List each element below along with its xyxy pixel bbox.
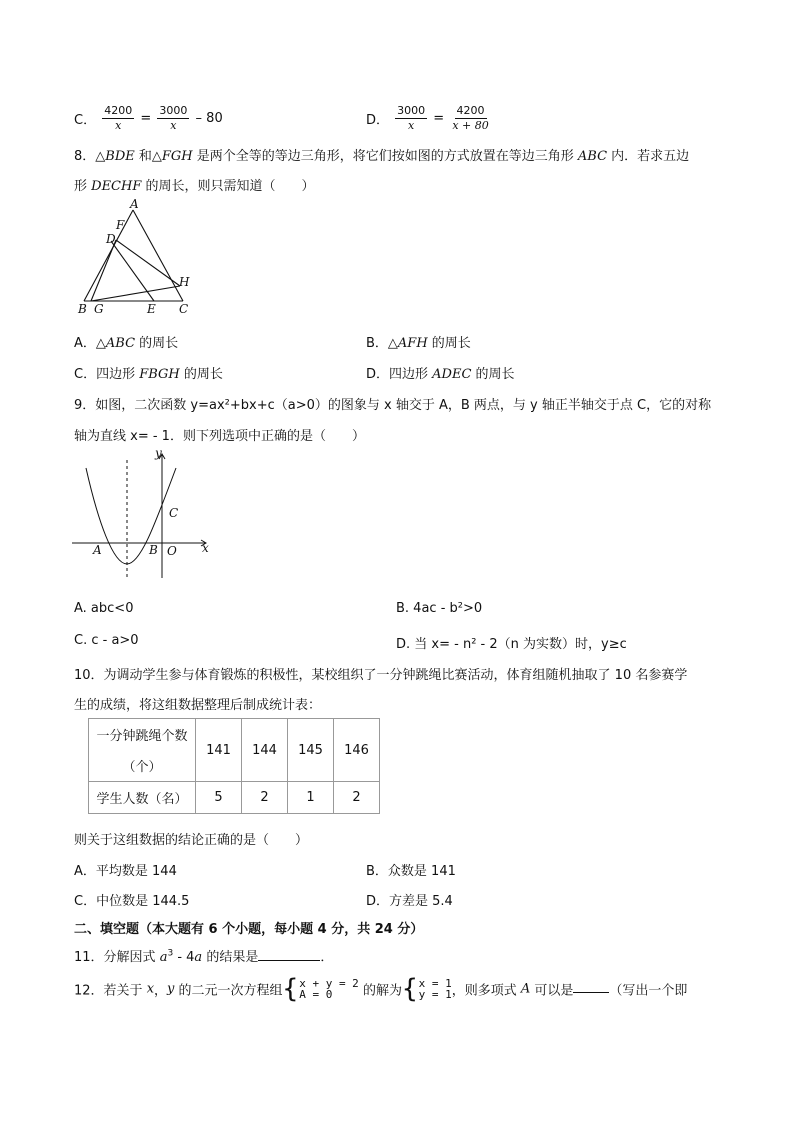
q8-side-gh (91, 286, 180, 301)
q8-stem-line1: 8．△BDE 和△FGH 是两个全等的等边三角形，将它们按如图的方式放置在等边三角形 ABC 内．若求五边 (74, 149, 690, 164)
q8-side-fh (116, 240, 180, 286)
table-row (89, 782, 380, 814)
q10-option-d: D．方差是 5.4 (366, 894, 453, 909)
q10-row-value: 2 (242, 782, 288, 814)
q8-option-b: B．△AFH 的周长 (366, 336, 471, 351)
q12-stem: 12．若关于 x，y 的二元一次方程组 { x + y = 2 A = 0 的解为 { x = 1 y = 1 ，则多项式 A 可以是 （写出一个即 (74, 974, 688, 1004)
q9-option-c: C. c - a>0 (74, 633, 139, 648)
q8-option-c: C．四边形 FBGH 的周长 (74, 367, 223, 382)
q8-side-ac (133, 210, 183, 301)
q10-header-value: 144 (242, 719, 288, 782)
q11-stem: 11．分解因式 $a^3 - 4a$ 的结果是 ． (74, 946, 333, 965)
q9-stem-line2: 轴为直线 x= - 1．则下列选项中正确的是（ ） (74, 429, 365, 444)
q8-triangle-figure (70, 198, 200, 320)
q7-option-d-frac-left: $\frac{3000}{x}$ (397, 104, 426, 132)
q10-stats-table (88, 718, 380, 814)
q10-header-value: 141 (196, 719, 242, 782)
q10-option-b: B．众数是 141 (366, 864, 456, 879)
q8-label-c: C (179, 302, 189, 316)
section-2-title: 二、填空题（本大题有 6 个小题，每小题 4 分，共 24 分） (74, 922, 424, 937)
q10-header-value: 146 (334, 719, 380, 782)
q7-option-d-frac-right: $\frac{4200}{x + 80}$ (452, 104, 489, 132)
q10-row-value: 2 (334, 782, 380, 814)
q9-label-a: A (93, 543, 102, 557)
q8-option-d: D．四边形 ADEC 的周长 (366, 367, 515, 382)
q8-side-ab (84, 210, 133, 301)
q9-stem-line1: 9．如图，二次函数 y=ax²+bx+c（a>0）的图象与 x 轴交于 A，B 两点，与 y 轴正半轴交于点 C，它的对称 (74, 398, 712, 413)
q7-option-c-label: C． (74, 113, 97, 128)
q9-label-b: B (149, 543, 158, 557)
q9-label-x: x (202, 541, 209, 555)
q9-option-b: B. 4ac - b²>0 (396, 601, 483, 616)
q11-answer-blank[interactable] (258, 946, 320, 961)
q8-label-h: H (179, 275, 190, 289)
q10-stem-line1: 10．为调动学生参与体育锻炼的积极性，某校组织了一分钟跳绳比赛活动，体育组随机抽取了 10 名参赛学 (74, 668, 688, 683)
q8-side-fg (91, 240, 116, 301)
q8-stem-line2: 形 DECHF 的周长，则只需知道（ ） (74, 179, 315, 194)
q10-row-value: 5 (196, 782, 242, 814)
q9-label-c: C (169, 506, 179, 520)
q8-label-f: F (116, 218, 125, 232)
q12-solution-system: { x = 1 y = 1 (401, 974, 452, 1004)
q10-stem-line2: 生的成绩，将这组数据整理后制成统计表： (74, 698, 322, 713)
q9-label-o: O (167, 544, 177, 558)
q7-option-d-label: D． (366, 113, 390, 128)
q10-option-a: A．平均数是 144 (74, 864, 177, 879)
table-row (89, 719, 380, 782)
q10-option-c: C．中位数是 144.5 (74, 894, 190, 909)
q10-row-label: 学生人数（名） (89, 782, 196, 814)
q8-label-g: G (94, 302, 104, 316)
q10-question: 则关于这组数据的结论正确的是（ ） (74, 833, 309, 848)
q12-answer-blank[interactable] (573, 978, 609, 993)
q8-option-a: A．△ABC 的周长 (74, 336, 179, 351)
q10-header-value: 145 (288, 719, 334, 782)
q7-option-c: C． $\frac{4200}{x}$ = $\frac{3000}{x}$ – 80 (74, 104, 223, 132)
q9-label-y: y (155, 446, 162, 460)
q8-label-b: B (78, 302, 87, 316)
q8-label-a: A (130, 198, 139, 211)
q7-option-c-frac-right: $\frac{3000}{x}$ (159, 104, 188, 132)
q9-option-d: D. 当 x= - n² - 2（n 为实数）时，y≥c (396, 637, 627, 652)
q8-label-e: E (147, 302, 156, 316)
q7-option-c-frac-left: $\frac{4200}{x}$ (104, 104, 133, 132)
q12-equation-system: { x + y = 2 A = 0 (282, 974, 359, 1004)
q7-option-d: D． $\frac{3000}{x}$ = $\frac{4200}{x + 80}$ (366, 104, 489, 132)
q10-header-label: 一分钟跳绳个数 （个） (89, 719, 196, 782)
q9-option-a: A. abc<0 (74, 601, 134, 616)
q10-row-value: 1 (288, 782, 334, 814)
q8-side-de (111, 241, 154, 301)
q9-parabola-figure (68, 446, 218, 586)
q8-label-d: D (106, 232, 116, 246)
